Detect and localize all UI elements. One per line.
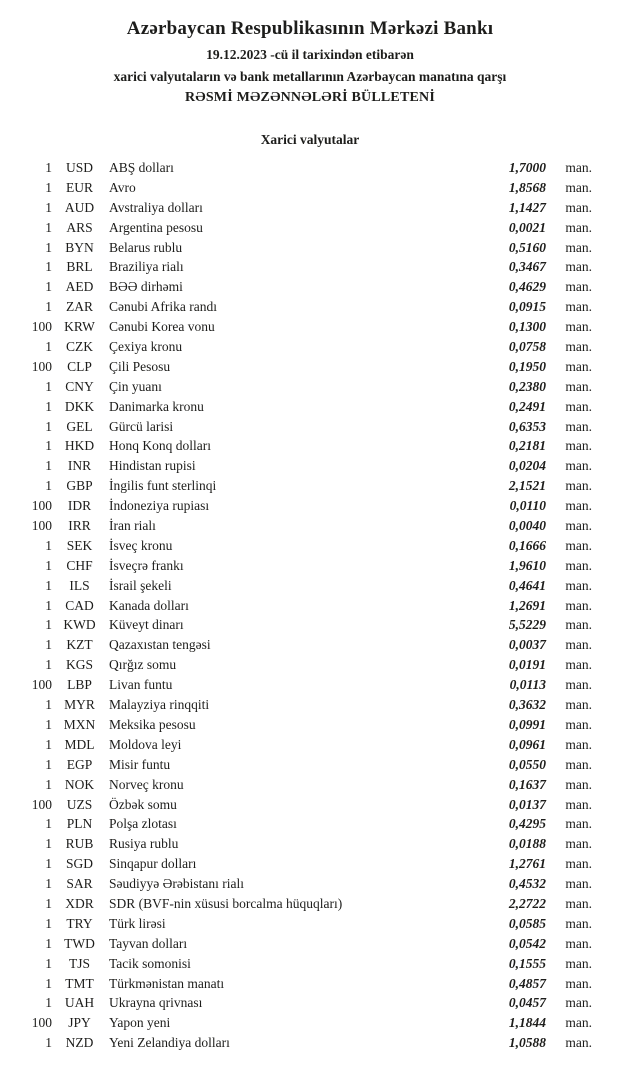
rate-unit: man. [565,895,592,911]
rate-value: 0,1950 [508,358,546,374]
currency-name: Belarus rublu [109,239,183,255]
table-row [26,297,592,317]
currency-quantity: 1 [45,876,52,892]
rate-unit: man. [565,438,592,454]
rate-unit: man. [565,995,592,1011]
rate-value: 0,4295 [508,816,546,832]
table-row [26,974,592,994]
currency-code: SGD [65,856,93,872]
currency-name: Misir funtu [109,756,171,772]
currency-quantity: 100 [31,796,52,812]
currency-name: BƏƏ dirhəmi [109,279,183,295]
bulletin-subtitle-line2: RƏSMİ MƏZƏNNƏLƏRİ BÜLLETENİ [184,90,436,105]
currency-code: SEK [66,537,93,553]
currency-name: Qırğız somu [109,657,177,673]
currency-quantity: 1 [45,1035,52,1051]
currency-code: KGS [65,657,93,673]
rate-unit: man. [565,856,592,872]
rate-unit: man. [565,498,592,514]
table-row [26,695,592,715]
table-row [26,914,592,934]
currency-quantity: 1 [45,836,52,852]
currency-code: MXN [63,716,96,732]
currency-name: Cənubi Korea vonu [109,319,215,335]
rate-value: 0,0204 [508,458,546,474]
currency-code: CAD [65,597,94,613]
rate-unit: man. [565,518,592,534]
rate-value: 2,1521 [508,478,546,494]
currency-code: MDL [64,736,95,752]
currency-name: İngilis funt sterlinqi [109,478,217,494]
currency-quantity: 1 [45,697,52,713]
rate-value: 1,0588 [508,1035,546,1051]
table-row [26,277,592,297]
currency-name: Çexiya kronu [109,339,183,355]
rate-unit: man. [565,577,592,593]
table-row [26,238,592,258]
currency-quantity: 1 [45,736,52,752]
rate-value: 0,0542 [508,935,546,951]
table-row [26,496,592,516]
currency-quantity: 1 [45,856,52,872]
rate-value: 0,4857 [508,975,546,991]
currency-quantity: 1 [45,378,52,394]
rate-unit: man. [565,1015,592,1031]
currency-code: BYN [65,239,94,255]
currency-name: İran rialı [109,518,156,534]
rate-value: 0,0585 [508,915,546,931]
currency-code: TWD [64,935,95,951]
rate-value: 0,2491 [508,398,546,414]
rate-value: 1,7000 [508,160,546,175]
rate-unit: man. [565,160,592,175]
rate-value: 0,0037 [508,637,546,653]
currency-quantity: 1 [45,478,52,494]
rate-value: 0,0961 [508,736,546,752]
currency-name: Avro [109,179,136,195]
table-row [26,536,592,556]
table-row [26,476,592,496]
currency-quantity: 1 [45,179,52,195]
currency-name: Moldova leyi [109,736,182,752]
currency-code: ILS [69,577,90,593]
rate-unit: man. [565,279,592,295]
currency-name: Səudiyyə Ərəbistanı rialı [109,876,244,892]
rate-value: 0,2181 [508,438,546,454]
currency-quantity: 1 [45,259,52,275]
table-row [26,1033,592,1053]
table-row [26,715,592,735]
rate-value: 0,0758 [508,339,546,355]
rate-unit: man. [565,179,592,195]
rate-unit: man. [565,339,592,355]
table-row [26,317,592,337]
table-row [26,775,592,795]
table-row [26,934,592,954]
section-title-foreign-currencies: Xarici valyutalar [260,132,360,147]
rate-unit: man. [565,796,592,812]
currency-quantity: 1 [45,418,52,434]
currency-name: Cənubi Afrika randı [109,299,217,315]
currency-code: RUB [65,836,94,852]
rate-value: 0,0021 [508,219,546,235]
rate-unit: man. [565,1035,592,1051]
rate-unit: man. [565,597,592,613]
rate-value: 0,6353 [508,418,546,434]
rate-value: 0,0040 [508,518,546,534]
currency-code: HKD [64,438,95,454]
currency-code: EGP [66,756,93,772]
currency-code: UAH [64,995,95,1011]
currency-quantity: 1 [45,935,52,951]
table-row [26,655,592,675]
currency-name: Tayvan dolları [109,935,188,951]
currency-quantity: 1 [45,995,52,1011]
currency-quantity: 1 [45,557,52,573]
rate-unit: man. [565,736,592,752]
table-row [26,556,592,576]
rate-unit: man. [565,716,592,732]
rates-table [26,158,592,1053]
currency-code: USD [65,160,93,175]
currency-code: KZT [66,637,93,653]
currency-quantity: 1 [45,597,52,613]
rate-unit: man. [565,637,592,653]
rate-value: 0,0457 [508,995,546,1011]
rate-unit: man. [565,239,592,255]
table-row [26,814,592,834]
currency-quantity: 1 [45,299,52,315]
currency-code: TJS [68,955,90,971]
currency-code: BRL [66,259,93,275]
rate-unit: man. [565,776,592,792]
currency-name: Gürcü larisi [109,418,174,434]
currency-code: AED [65,279,94,295]
currency-name: Malayziya rinqqiti [109,697,210,713]
rate-value: 0,3467 [508,259,546,275]
table-row [26,257,592,277]
table-row [26,198,592,218]
table-row [26,675,592,695]
currency-code: XDR [65,895,94,911]
rate-unit: man. [565,319,592,335]
currency-code: GEL [66,418,93,434]
rate-value: 0,0191 [508,657,546,673]
rate-value: 1,9610 [508,557,546,573]
currency-name: İsrail şekeli [109,577,172,593]
currency-quantity: 100 [31,498,52,514]
table-row [26,436,592,456]
currency-quantity: 1 [45,239,52,255]
currency-code: JPY [68,1015,91,1031]
currency-quantity: 1 [45,577,52,593]
rate-unit: man. [565,418,592,434]
currency-name: Polşa zlotası [109,816,177,832]
currency-code: ZAR [66,299,93,315]
currency-quantity: 1 [45,398,52,414]
rate-unit: man. [565,458,592,474]
rate-value: 1,8568 [508,179,546,195]
currency-quantity: 1 [45,339,52,355]
currency-quantity: 1 [45,160,52,175]
rate-unit: man. [565,756,592,772]
currency-quantity: 1 [45,617,52,633]
currency-quantity: 1 [45,657,52,673]
rate-unit: man. [565,697,592,713]
bank-name-title: Azərbaycan Respublikasının Mərkəzi Bankı [126,18,494,39]
rate-value: 0,3632 [508,697,546,713]
currency-code: GBP [66,478,93,494]
rate-value: 1,2761 [508,856,546,872]
table-row [26,874,592,894]
currency-code: CZK [66,339,93,355]
table-row [26,456,592,476]
currency-name: İndoneziya rupiası [109,498,210,514]
effective-date-line: 19.12.2023 -cü il tarixindən etibarən [206,47,414,62]
rate-value: 0,2380 [508,378,546,394]
table-row [26,377,592,397]
rate-value: 1,1427 [508,199,546,215]
rate-value: 0,1637 [508,776,546,792]
rate-value: 0,0188 [508,836,546,852]
rate-unit: man. [565,975,592,991]
currency-quantity: 100 [31,677,52,693]
currency-quantity: 1 [45,955,52,971]
currency-name: Rusiya rublu [109,836,179,852]
currency-name: Danimarka kronu [109,398,204,414]
currency-quantity: 100 [31,1015,52,1031]
currency-name: Çin yuanı [109,378,162,394]
rate-unit: man. [565,915,592,931]
currency-name: Argentina pesosu [109,219,203,235]
currency-code: ARS [66,219,93,235]
rate-value: 0,1666 [508,537,546,553]
currency-code: MYR [64,697,95,713]
currency-name: Türk lirəsi [109,915,166,931]
table-row [26,795,592,815]
table-row [26,516,592,536]
rate-unit: man. [565,955,592,971]
currency-quantity: 100 [31,319,52,335]
table-row [26,993,592,1013]
bulletin-subtitle-line1: xarici valyutaların və bank metallarının Azərbaycan manatına qarşı [113,69,507,84]
currency-quantity: 100 [31,358,52,374]
currency-quantity: 1 [45,438,52,454]
table-row [26,1013,592,1033]
table-row [26,596,592,616]
table-row [26,158,592,178]
currency-quantity: 1 [45,975,52,991]
currency-name: Avstraliya dolları [109,199,203,215]
currency-name: Sinqapur dolları [109,856,197,872]
rate-value: 0,4532 [508,876,546,892]
currency-name: Kanada dolları [109,597,189,613]
rate-value: 0,4629 [508,279,546,295]
currency-name: ABŞ dolları [109,160,174,175]
currency-quantity: 1 [45,199,52,215]
table-row [26,576,592,596]
currency-name: Honq Konq dolları [109,438,211,454]
rate-value: 0,4641 [508,577,546,593]
rate-unit: man. [565,219,592,235]
currency-quantity: 1 [45,756,52,772]
currency-code: PLN [66,816,93,832]
rate-value: 5,5229 [508,617,546,633]
currency-quantity: 1 [45,537,52,553]
rate-unit: man. [565,657,592,673]
rate-unit: man. [565,358,592,374]
currency-code: DKK [64,398,95,414]
rate-unit: man. [565,816,592,832]
rate-value: 2,2722 [508,895,546,911]
table-row [26,397,592,417]
currency-code: KWD [63,617,96,633]
rate-value: 0,5160 [508,239,546,255]
currency-code: IDR [67,498,92,514]
table-row [26,218,592,238]
currency-name: Livan funtu [109,677,173,693]
currency-quantity: 1 [45,895,52,911]
currency-name: Hindistan rupisi [109,458,196,474]
currency-quantity: 1 [45,816,52,832]
currency-quantity: 1 [45,458,52,474]
rate-value: 0,0113 [509,677,546,693]
currency-name: Norveç kronu [109,776,184,792]
table-row [26,834,592,854]
rate-value: 0,1300 [508,319,546,335]
table-row [26,755,592,775]
currency-code: TRY [66,915,93,931]
rate-value: 1,1844 [508,1015,546,1031]
currency-quantity: 1 [45,219,52,235]
currency-code: CLP [67,358,92,374]
rate-unit: man. [565,378,592,394]
currency-code: NZD [65,1035,94,1051]
currency-name: Özbək somu [109,796,177,812]
rate-value: 0,0137 [508,796,546,812]
currency-code: UZS [66,796,93,812]
currency-quantity: 1 [45,716,52,732]
currency-name: Çili Pesosu [109,358,171,374]
rate-unit: man. [565,478,592,494]
rate-unit: man. [565,557,592,573]
currency-code: INR [67,458,92,474]
currency-quantity: 1 [45,776,52,792]
rate-value: 0,0110 [509,498,546,514]
currency-code: NOK [64,776,95,792]
table-row [26,417,592,437]
rate-value: 0,0550 [508,756,546,772]
currency-code: TMT [65,975,94,991]
table-row [26,894,592,914]
currency-code: EUR [66,179,93,195]
rate-unit: man. [565,617,592,633]
rate-unit: man. [565,876,592,892]
currency-code: SAR [66,876,93,892]
rate-unit: man. [565,259,592,275]
bulletin-header [0,0,620,106]
currency-name: İsveçrə frankı [109,557,184,573]
rate-unit: man. [565,299,592,315]
currency-quantity: 1 [45,637,52,653]
table-row [26,357,592,377]
table-row [26,615,592,635]
currency-name: Ukrayna qrivnası [109,995,203,1011]
currency-name: SDR (BVF-nin xüsusi borcalma hüquqları) [109,895,343,911]
currency-quantity: 1 [45,279,52,295]
currency-name: İsveç kronu [109,537,173,553]
currency-name: Braziliya rialı [109,259,184,275]
currency-quantity: 1 [45,915,52,931]
table-row [26,735,592,755]
rate-unit: man. [565,935,592,951]
currency-code: IRR [68,518,91,534]
currency-name: Qazaxıstan tengəsi [109,637,211,653]
currency-name: Meksika pesosu [109,716,196,732]
rate-value: 0,1555 [508,955,546,971]
rate-value: 1,2691 [508,597,546,613]
currency-code: KRW [64,319,95,335]
rate-unit: man. [565,836,592,852]
currency-code: CNY [65,378,94,394]
currency-code: LBP [67,677,92,693]
table-row [26,854,592,874]
rate-unit: man. [565,398,592,414]
table-row [26,178,592,198]
rate-value: 0,0915 [508,299,546,315]
currency-quantity: 100 [31,518,52,534]
currency-code: CHF [66,557,93,573]
currency-name: Küveyt dinarı [109,617,184,633]
rate-unit: man. [565,537,592,553]
table-row [26,337,592,357]
currency-name: Türkmənistan manatı [109,975,225,991]
rate-value: 0,0991 [508,716,546,732]
rate-unit: man. [565,199,592,215]
currency-code: AUD [64,199,95,215]
table-row [26,954,592,974]
currency-name: Yapon yeni [109,1015,171,1031]
rate-unit: man. [565,677,592,693]
currency-name: Yeni Zelandiya dolları [109,1035,230,1051]
table-row [26,635,592,655]
currency-name: Tacik somonisi [109,955,191,971]
